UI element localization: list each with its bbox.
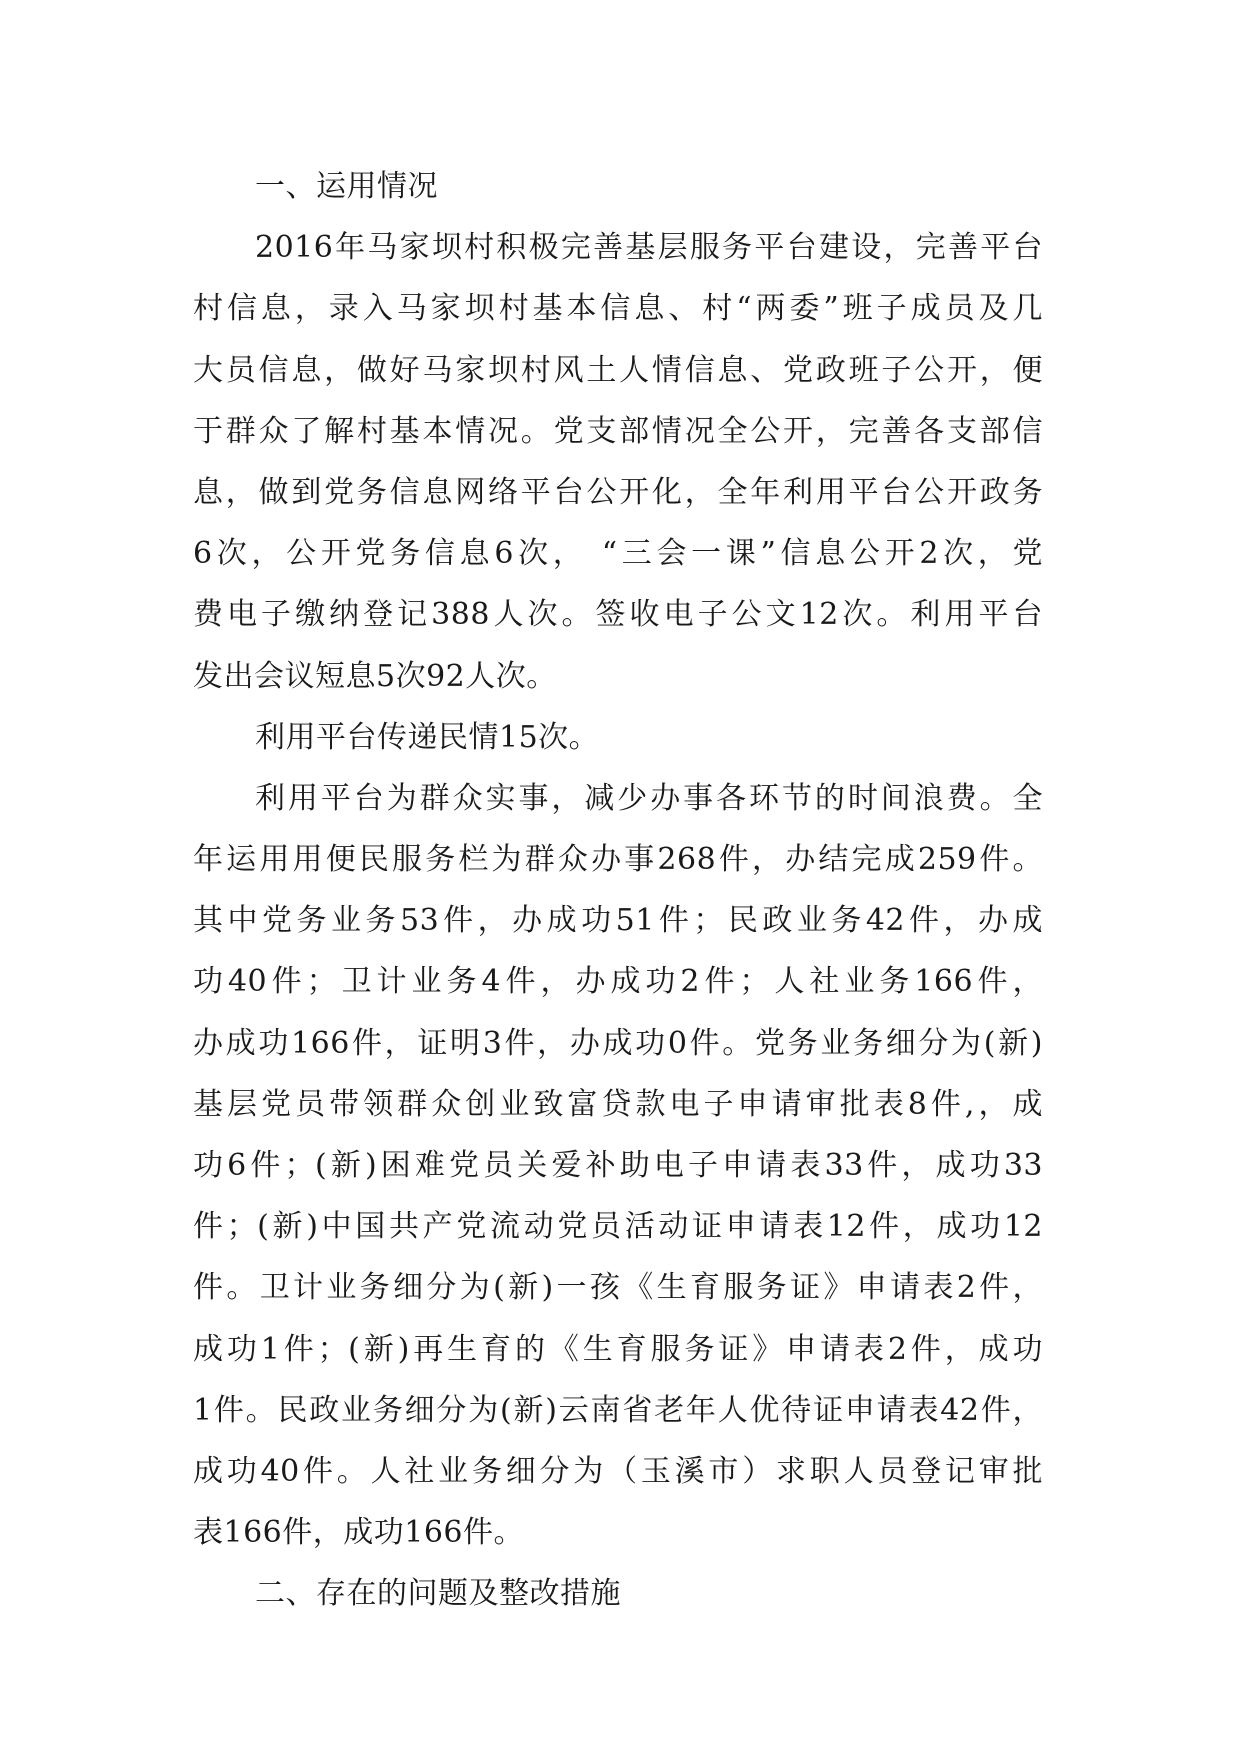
text-line: 费电子缴纳登记388人次。签收电子公文12次。利用平台	[193, 597, 1043, 633]
text-line: 年运用用便民服务栏为群众办事268件，办结完成259件。	[193, 842, 1043, 878]
text-line: 件。卫计业务细分为(新)一孩《生育服务证》申请表2件，	[193, 1270, 1043, 1306]
text-line: 大员信息，做好马家坝村风土人情信息、党政班子公开，便	[193, 352, 1043, 388]
text-line: 表166件，成功166件。	[193, 1515, 525, 1551]
section-heading	[193, 156, 1043, 217]
body-paragraph	[193, 707, 1043, 768]
document-body	[193, 156, 1043, 1625]
text-line: 功6件；(新)困难党员关爱补助电子申请表33件，成功33	[193, 1148, 1043, 1183]
text-line: 息，做到党务信息网络平台公开化，全年利用平台公开政务	[193, 474, 1043, 510]
text-line: 件；(新)中国共产党流动党员活动证申请表12件，成功12	[193, 1209, 1043, 1245]
text-line: 利用平台为群众实事，减少办事各环节的时间浪费。全	[255, 780, 1043, 816]
text-line: 发出会议短息5次92人次。	[193, 658, 557, 694]
text-line: 成功1件；(新)再生育的《生育服务证》申请表2件，成功	[193, 1331, 1043, 1367]
body-paragraph	[193, 768, 1043, 1563]
text-line: 6次，公开党务信息6次， “三会一课”信息公开2次，党	[193, 536, 1043, 572]
text-line: 成功40件。人社业务细分为（玉溪市）求职人员登记审批	[193, 1453, 1043, 1489]
text-line: 一、运用情况	[255, 169, 438, 204]
text-line: 基层党员带领群众创业致富贷款电子申请审批表8件,，成	[193, 1086, 1043, 1122]
text-line: 二、存在的问题及整改措施	[255, 1576, 621, 1612]
text-line: 功40件；卫计业务4件，办成功2件；人社业务166件，	[193, 964, 1043, 1000]
text-line: 1件。民政业务细分为(新)云南省老年人优待证申请表42件，	[193, 1392, 1043, 1428]
text-line: 利用平台传递民情15次。	[255, 719, 600, 755]
text-line: 其中党务业务53件，办成功51件；民政业务42件，办成	[193, 903, 1043, 939]
text-line: 村信息，录入马家坝村基本信息、村“两委”班子成员及几	[193, 291, 1043, 327]
section-heading	[193, 1563, 1043, 1624]
body-paragraph	[193, 217, 1043, 707]
text-line: 办成功166件，证明3件，办成功0件。党务业务细分为(新)	[193, 1025, 1043, 1061]
text-line: 2016年马家坝村积极完善基层服务平台建设，完善平台	[255, 230, 1043, 266]
text-line: 于群众了解村基本情况。党支部情况全公开，完善各支部信	[193, 413, 1043, 449]
